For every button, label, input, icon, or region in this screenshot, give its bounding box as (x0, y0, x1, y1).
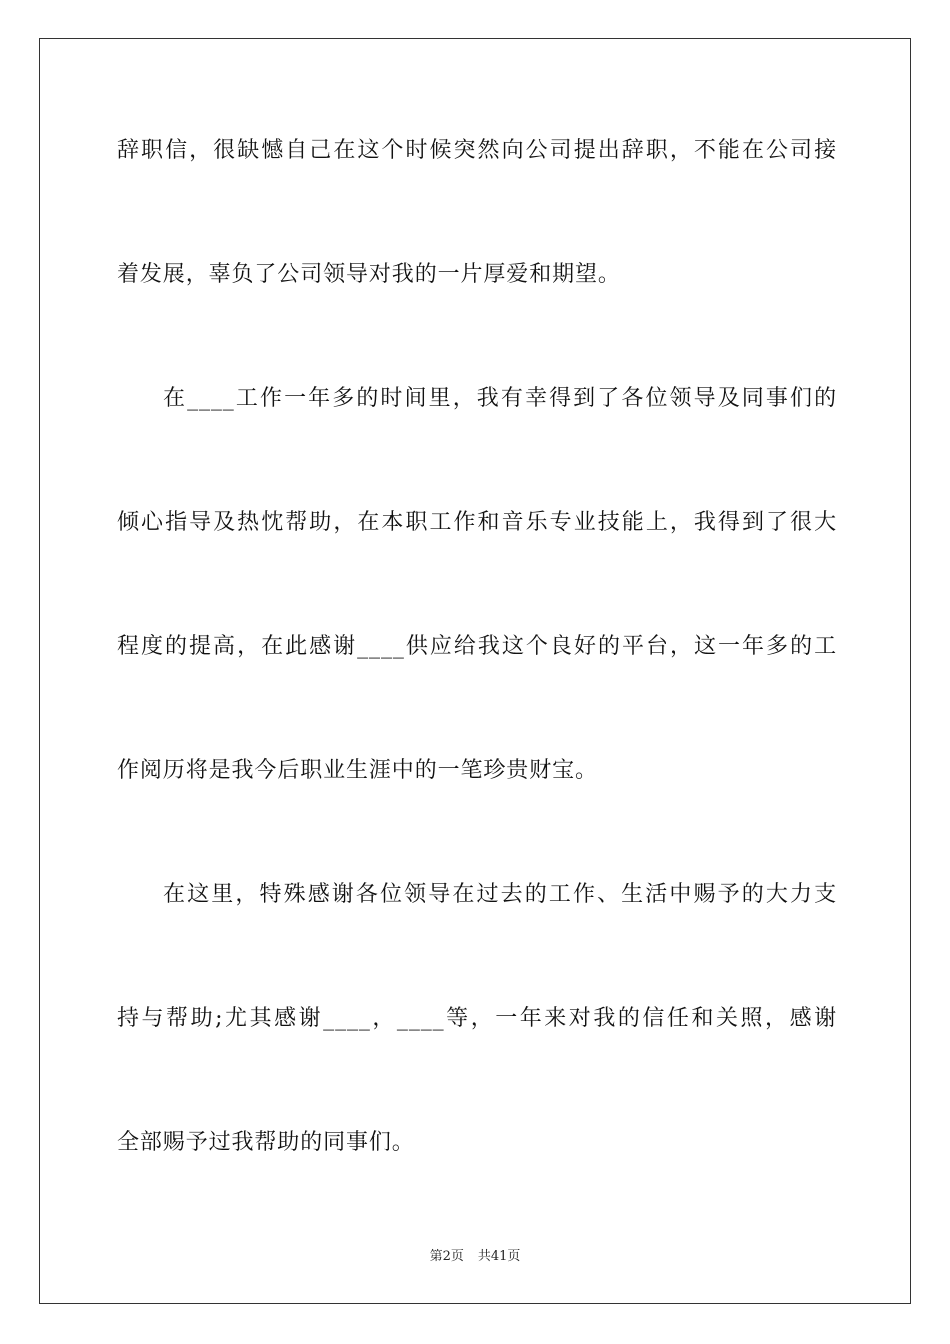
page-footer (0, 1248, 950, 1266)
text-line: 着发展，辜负了公司领导对我的一片厚爱和期望。 (117, 262, 621, 287)
text-line: 程度的提高，在此感谢____供应给我这个良好的平台，这一年多的工 (117, 634, 837, 659)
page-number: 第2页 (429, 1249, 464, 1264)
text-line: 在____工作一年多的时间里，我有幸得到了各位领导及同事们的 (163, 386, 837, 411)
text-line: 作阅历将是我今后职业生涯中的一笔珍贵财宝。 (117, 758, 598, 783)
text-line: 全部赐予过我帮助的同事们。 (117, 1130, 415, 1155)
page-total: 共41页 (477, 1249, 521, 1264)
text-line: 持与帮助;尤其感谢____，____等，一年来对我的信任和关照，感谢 (117, 1006, 837, 1031)
text-line: 倾心指导及热忱帮助，在本职工作和音乐专业技能上，我得到了很大 (117, 510, 837, 535)
page-border (39, 38, 911, 1304)
text-line: 辞职信，很缺憾自己在这个时候突然向公司提出辞职，不能在公司接 (117, 138, 837, 163)
text-line: 在这里，特殊感谢各位领导在过去的工作、生活中赐予的大力支 (163, 882, 837, 907)
